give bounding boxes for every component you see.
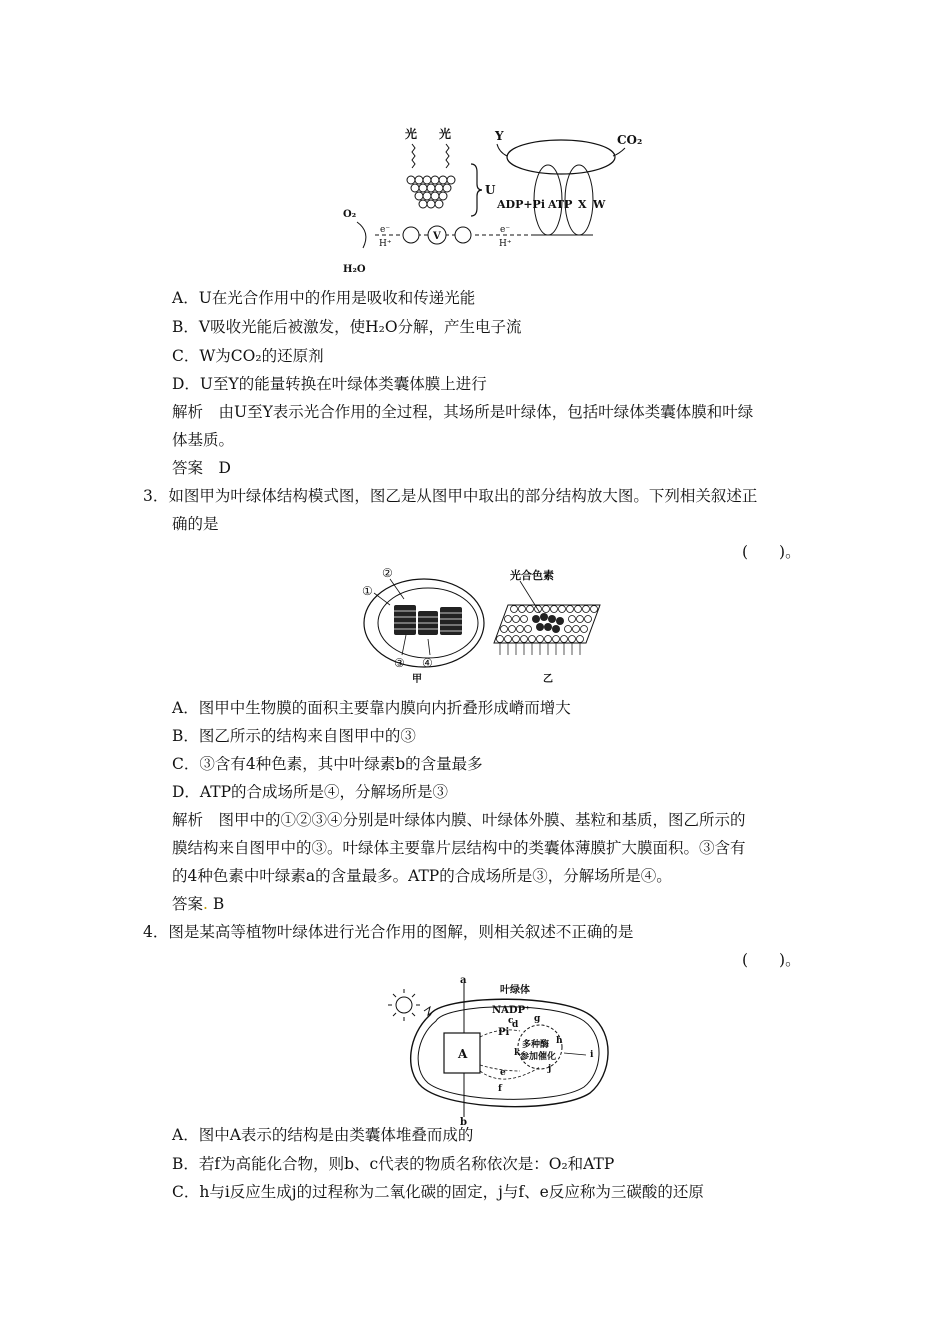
label-2: ② [382,566,393,580]
h2o-label: H₂O [343,264,366,275]
pigment-label: 光合色素 [510,569,554,582]
i-label: i [590,1050,594,1060]
q2-analysis-line-1: 解析 由U至Y表示光合作用的全过程，其场所是叶绿体，包括叶绿体类囊体膜和叶绿 [172,403,754,421]
enzyme-label-2: 参加催化 [520,1052,557,1062]
pi-label: Pi [498,1027,510,1038]
pigment-molecule-triangle [407,176,455,208]
q3-answer [172,893,224,915]
sun-icon [396,997,412,1013]
water-split-arrow [357,222,366,248]
calvin-cycle-ellipse [507,140,615,174]
q2-option-a: A．U在光合作用中的作用是吸收和传递光能 [172,289,476,307]
lipid-tails [500,643,580,655]
q3-stem-line-2: 确的是 [172,515,219,533]
light-label-1: 光 [405,127,418,141]
f-label: f [498,1084,502,1094]
carrier-circle-3 [455,227,471,243]
d-label: d [512,1020,519,1030]
h-label: h [556,1036,563,1046]
q2-option-b: B．V吸收光能后被激发，使H₂O分解，产生电子流 [172,318,522,336]
q4-answer-blank: ( )。 [742,951,801,969]
g-label: g [534,1014,541,1024]
q3-analysis-line-2: 膜结构来自图甲中的③。叶绿体主要靠片层结构中的类囊体薄膜扩大膜面积。③含有 [172,839,746,857]
o2-label: O₂ [343,209,357,220]
atp-label: ATP [548,198,573,211]
k-label: k [514,1048,521,1058]
electron-label-2: e⁻ [500,225,511,235]
photosynthesis-electron-diagram [335,122,655,282]
electron-label-1: e⁻ [380,225,391,235]
carrier-circle-1 [403,227,419,243]
x-label: X [578,198,587,211]
light-wave-2 [446,144,449,168]
yi-label: 乙 [543,674,553,685]
q2-option-c: C．W为CO₂的还原剂 [172,347,324,365]
q3-answer-label: 答案 [172,895,204,913]
v-label: V [433,231,441,242]
light-arrow [424,1007,434,1015]
q3-answer-value: B [207,895,225,913]
q4-option-c: C．h与i反应生成j的过程称为二氧化碳的固定，j与f、e反应称为三碳酸的还原 [172,1183,704,1201]
q2-answer: 答案 D [172,459,231,477]
output-b-label: b [460,1117,467,1125]
u-label: U [485,183,496,197]
input-a-label: a [460,975,467,986]
q3-stem-line-1: 3．如图甲为叶绿体结构模式图，图乙是从图甲中取出的部分结构放大图。下列相关叙述正 [143,487,758,505]
q4-option-b: B．若f为高能化合物，则b、c代表的物质名称依次是：O₂和ATP [172,1155,615,1173]
w-label: W [593,198,606,211]
y-label: Y [495,129,504,143]
q3-option-d: D．ATP的合成场所是④，分解场所是③ [172,783,449,801]
label-1: ① [362,584,373,598]
y-arrow [497,144,507,156]
q4-option-a: A．图中A表示的结构是由类囊体堆叠而成的 [172,1126,474,1144]
label-3: ③ [394,656,405,670]
q2-option-d: D．U至Y的能量转换在叶绿体类囊体膜上进行 [172,375,487,393]
c-label: c [508,1016,514,1026]
f-flow [480,1067,540,1079]
q3-option-b: B．图乙所示的结构来自图甲中的③ [172,727,416,745]
light-label-2: 光 [439,127,452,141]
j-label: j [548,1064,552,1074]
q3-option-c: C．③含有4种色素，其中叶绿素b的含量最多 [172,755,483,773]
i-arrow [564,1053,586,1055]
u-brace [471,164,482,216]
grana-stacks [394,605,462,635]
e-label: e [500,1068,506,1078]
q3-option-a: A．图甲中生物膜的面积主要靠内膜向内折叠形成嵴而增大 [172,699,571,717]
chloroplast-photosynthesis-diagram [380,975,620,1125]
q3-answer-blank: ( )。 [742,543,801,561]
proton-label-2: H⁺ [499,239,512,249]
proton-label-1: H⁺ [379,239,392,249]
a-box-label: A [458,1047,468,1061]
co2-arrow [613,148,625,156]
enzyme-label-1: 多种酶 [522,1040,550,1050]
q3-analysis-line-3: 的4种色素中叶绿素a的含量最多。ATP的合成场所是③，分解场所是④。 [172,867,672,885]
label-4: ④ [422,656,433,670]
q2-analysis-line-2: 体基质。 [172,431,235,449]
co2-label: CO₂ [617,133,643,147]
q3-answer-dot: . [203,895,208,913]
light-wave-1 [412,144,415,168]
chloroplast-label: 叶绿体 [500,985,530,996]
q3-analysis-line-1: 解析 图甲中的①②③④分别是叶绿体内膜、叶绿体外膜、基粒和基质，图乙所示的 [172,811,746,829]
adp-pi-label: ADP+Pi [497,198,546,211]
jia-label: 甲 [412,674,422,685]
chloroplast-structure-diagram [360,565,620,685]
nadp-label: NADP⁺ [492,1005,531,1016]
q4-stem: 4．图是某高等植物叶绿体进行光合作用的图解，则相关叙述不正确的是 [143,923,634,941]
